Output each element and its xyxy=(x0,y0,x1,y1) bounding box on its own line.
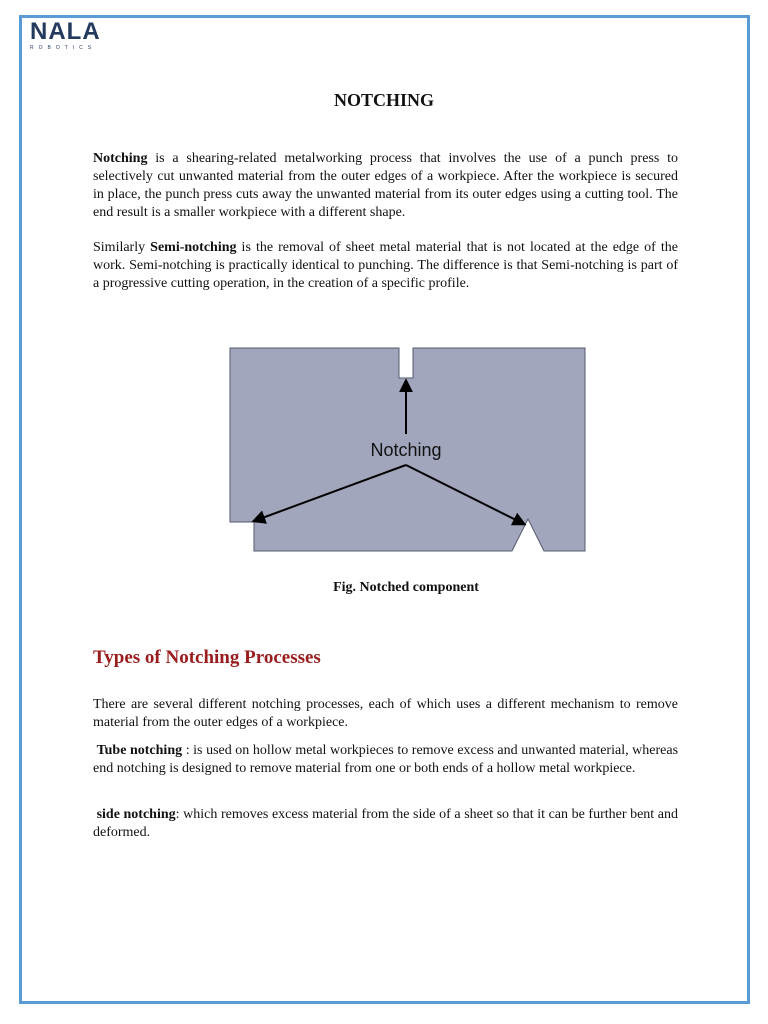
intro-text: is a shearing-related metalworking process that involves the use of a punch press to selectively cut unwanted material from the outer edges of a workpiece. After the workpiece is secured in place, the punch press cuts away the unwanted material from its outer edges using a cutting tool. The end result is a smaller workpiece with a different shape. xyxy=(93,151,678,220)
intro-term: Notching xyxy=(93,151,148,166)
semi-notching-paragraph xyxy=(93,239,678,293)
intro-paragraph xyxy=(93,150,678,222)
side-notching-paragraph xyxy=(93,806,678,842)
figure-caption: Fig. Notched component xyxy=(333,580,479,595)
side-term: side notching xyxy=(96,807,176,822)
notched-component-figure xyxy=(226,344,590,558)
tube-term: Tube notching xyxy=(96,743,183,758)
semi-lead: Similarly xyxy=(93,240,151,255)
tube-notching-paragraph xyxy=(93,742,678,778)
company-logo xyxy=(30,20,101,51)
logo-wordmark: NALA xyxy=(30,18,101,45)
semi-text: is the removal of sheet metal material that is not located at the edge of the work. Semi-notching is practically identical to punching. The difference is that Semi-notching is part of a progressive cutting operation, in the creation of a specific profile. xyxy=(93,240,678,291)
semi-term: Semi-notching xyxy=(150,240,237,255)
tube-text: : is used on hollow metal workpieces to remove excess and unwanted material, whereas end notching is designed to remove material from one or both ends of a hollow metal workpiece. xyxy=(93,743,679,776)
logo-subtitle: ROBOTICS xyxy=(30,45,97,51)
notching-label: Notching xyxy=(370,440,442,460)
section-heading: Types of Notching Processes xyxy=(93,647,321,668)
side-text: : which removes excess material from the side of a sheet so that it can be further bent and deformed. xyxy=(93,807,678,840)
page-title: NOTCHING xyxy=(333,90,434,110)
types-intro-paragraph: There are several different notching processes, each of which uses a different mechanism to remove material from the outer edges of a workpiece. xyxy=(93,697,678,730)
